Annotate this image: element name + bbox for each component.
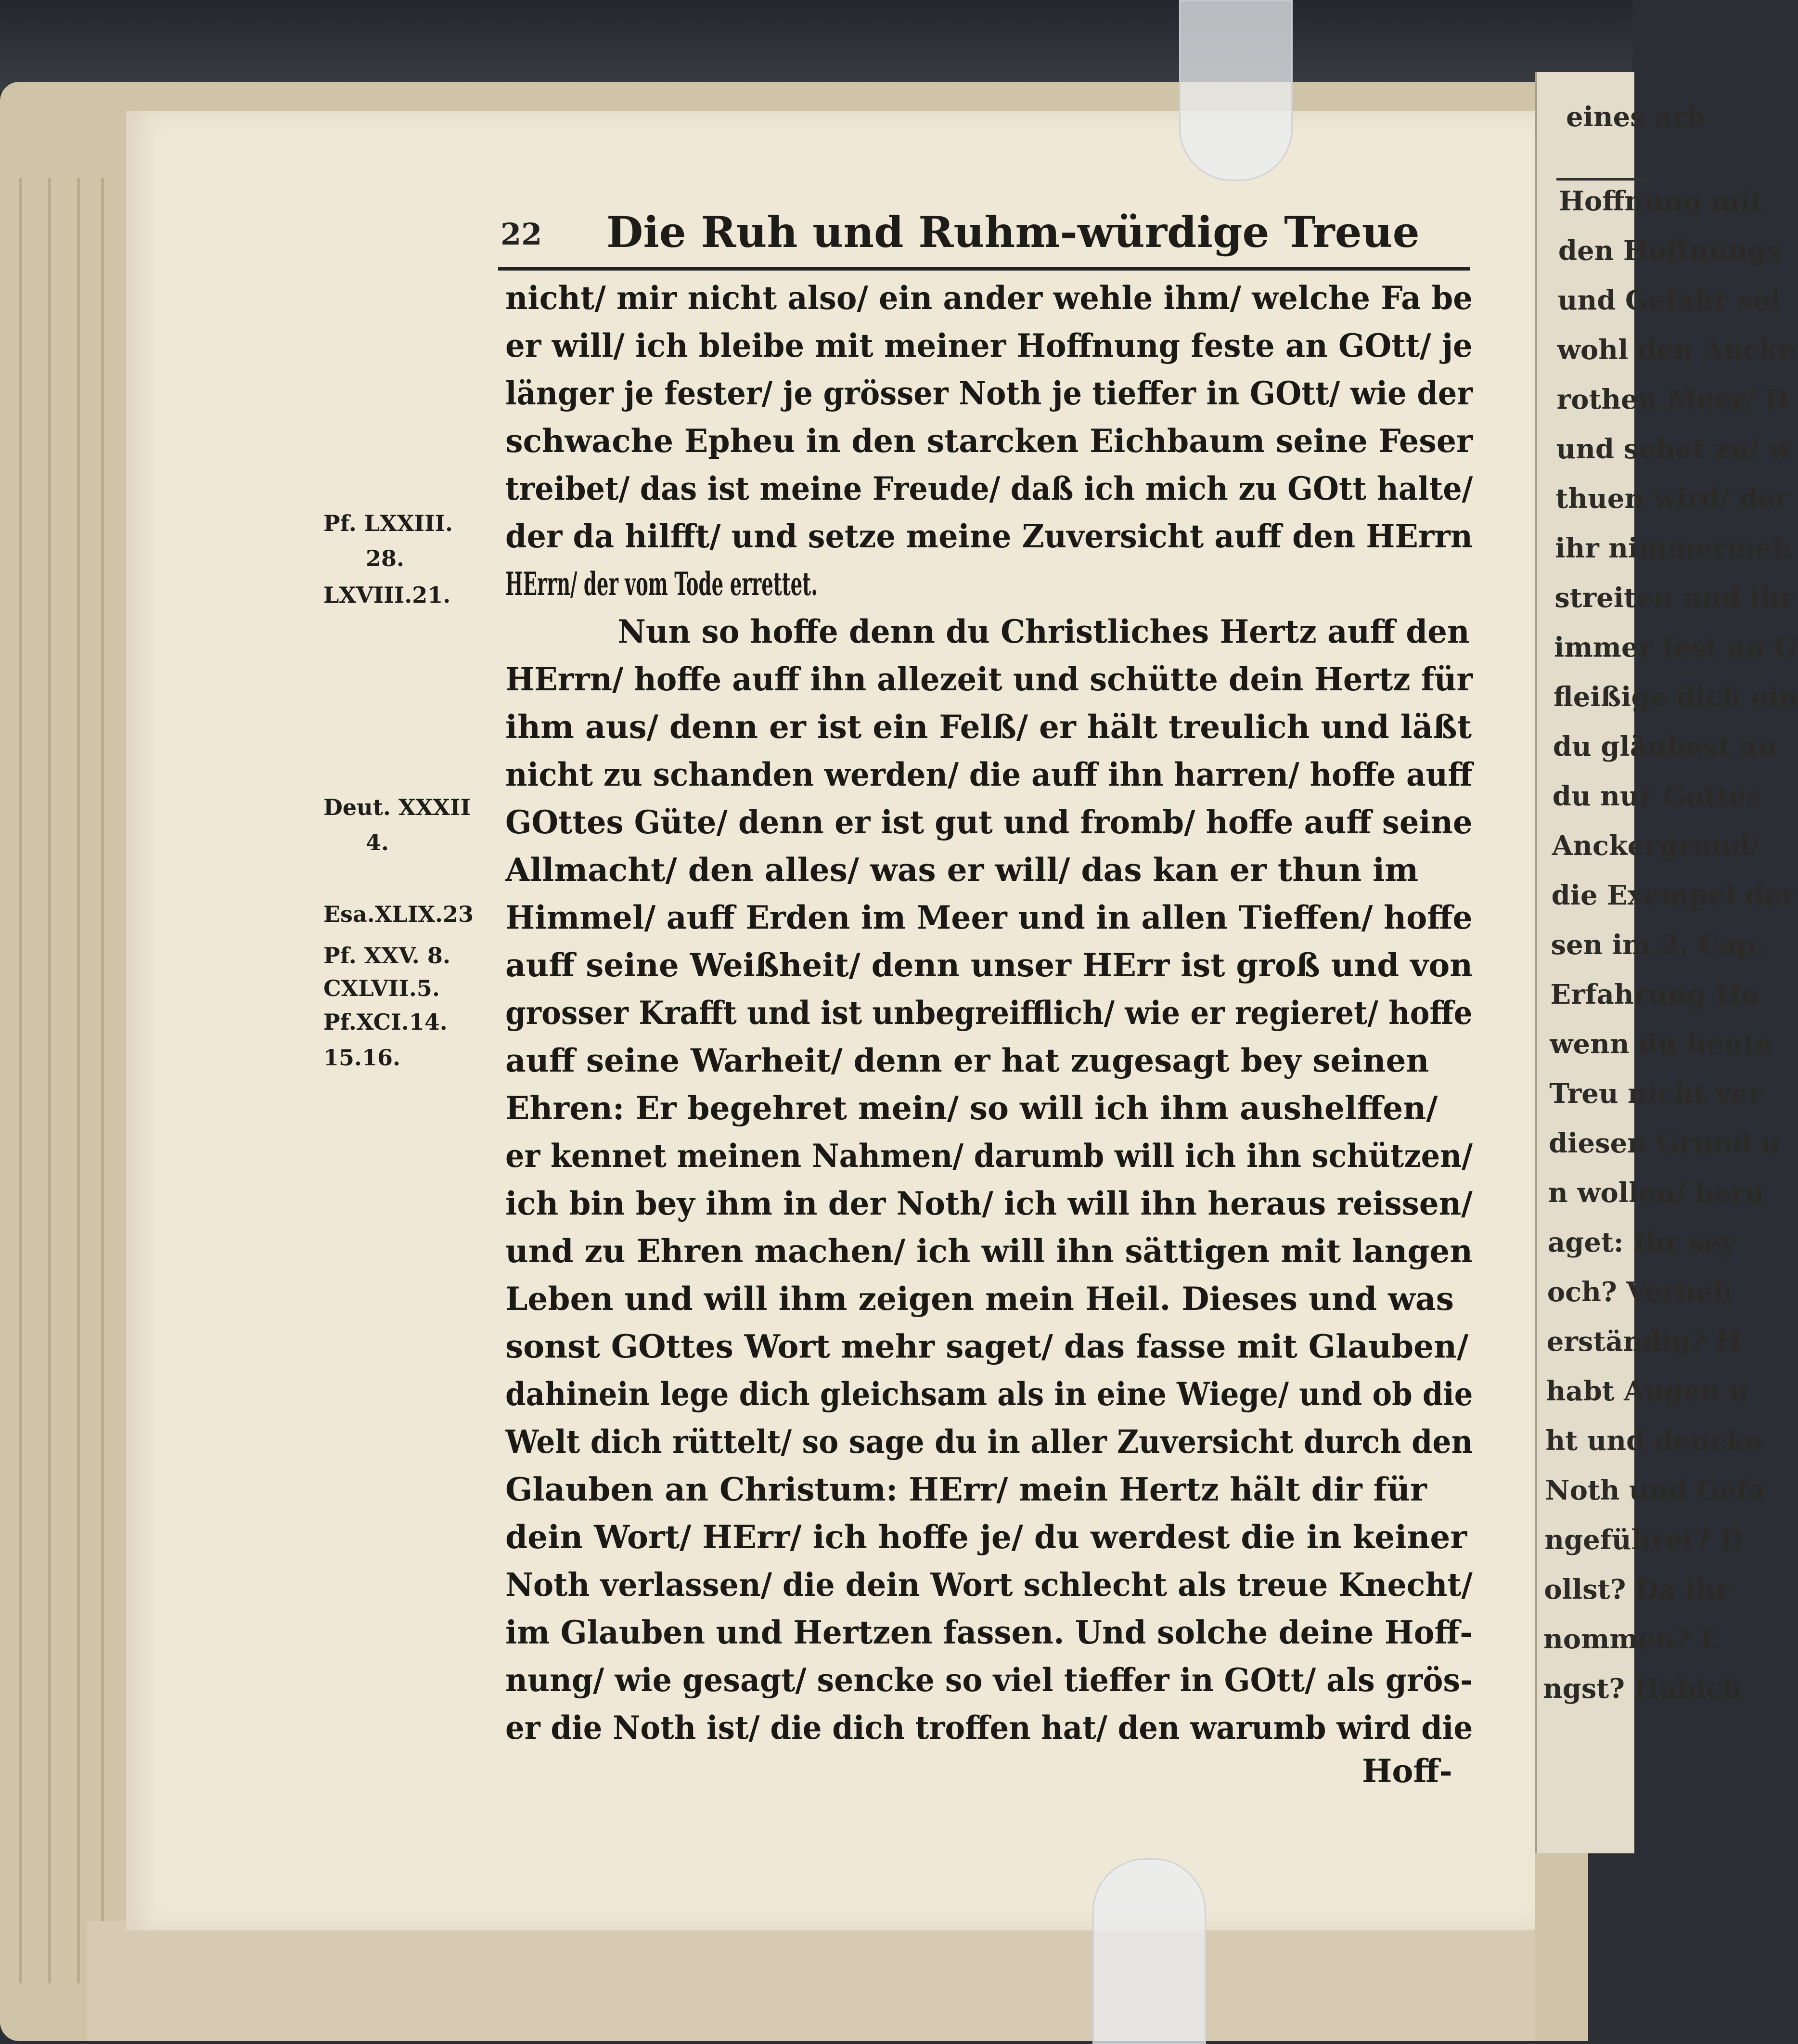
- body-text: [505, 274, 1473, 1752]
- text-line: schwache Epheu in den starcken Eichbaum seine Feser: [505, 422, 1473, 460]
- text-line: nicht zu schanden werden/ die auff ihn harren/ hoffe auff: [505, 756, 1473, 793]
- facing-page-line: den Hoffnungs: [1558, 235, 1782, 267]
- facing-page-line: ht und dencke: [1545, 1425, 1762, 1457]
- facing-page-line: und Gefahr sol: [1557, 285, 1781, 316]
- facing-page-line: Anckergrund/: [1552, 830, 1760, 862]
- facing-page-line: nommen? E: [1543, 1623, 1721, 1655]
- text-line: HErrn/ hoffe auff ihn allezeit und schütte dein Hertz für: [505, 660, 1473, 698]
- text-line: sonst GOttes Wort mehr saget/ das fasse mit Glauben/: [505, 1328, 1469, 1365]
- margin-note: Pf.XCI.14.: [323, 1009, 448, 1035]
- running-title: Die Ruh und Ruhm-würdige Treue: [606, 207, 1420, 257]
- facing-page-line: Hoffnung mit: [1559, 185, 1763, 217]
- text-line: er die Noth ist/ die dich troffen hat/ den warumb wird die: [505, 1709, 1473, 1746]
- facing-page-line: du gläubest au: [1553, 731, 1777, 763]
- margin-note: Deut. XXXII: [323, 794, 471, 820]
- facing-page-line: aget: Ihr sey: [1547, 1227, 1737, 1258]
- text-line: dahinein lege dich gleichsam als in eine Wiege/ und ob die: [505, 1375, 1473, 1413]
- facing-page-line: wohl den Ancke: [1557, 334, 1796, 366]
- facing-page-line: erständig? H: [1546, 1326, 1742, 1358]
- text-line: Glauben an Christum: HErr/ mein Hertz hält dir für: [505, 1471, 1427, 1508]
- facing-page-line: och? Verneh: [1547, 1276, 1733, 1308]
- facing-page-header: eines arb: [1566, 101, 1706, 133]
- page-edge: [77, 178, 80, 1983]
- text-line: Himmel/ auff Erden im Meer und in allen Tieffen/ hoffe: [505, 899, 1473, 936]
- page-edge: [19, 178, 22, 1983]
- text-line: er will/ ich bleibe mit meiner Hoffnung feste an GOtt/ je: [505, 327, 1473, 364]
- facing-page-line: ngst? Habich: [1543, 1673, 1743, 1705]
- text-line: Nun so hoffe denn du Christliches Hertz auff den: [617, 613, 1470, 650]
- margin-note: Pf. XXV. 8.: [323, 943, 450, 969]
- text-line: nicht/ mir nicht also/ ein ander wehle ihm/ welche Fa be: [505, 279, 1473, 317]
- page-edge: [101, 178, 104, 1983]
- facing-page-line: sen im 2. Cap.: [1551, 929, 1765, 961]
- facing-page: [1535, 72, 1798, 1853]
- text-line: im Glauben und Hertzen fassen. Und solche deine Hoff-: [505, 1614, 1473, 1651]
- text-line: HErrn/ der vom Tode errettet.: [505, 565, 818, 603]
- text-line: länger je fester/ je grösser Noth je tieffer in GOtt/ wie der: [505, 375, 1473, 412]
- text-line: Welt dich rüttelt/ so sage du in aller Zuversicht durch den: [505, 1423, 1473, 1461]
- facing-page-line: ollst? Da ihr: [1544, 1574, 1730, 1605]
- text-line: Leben und will ihm zeigen mein Heil. Dieses und was: [505, 1280, 1454, 1318]
- facing-page-line: diesen Grund u: [1549, 1127, 1781, 1159]
- text-line: Ehren: Er begehret mein/ so will ich ihm aushelffen/: [505, 1089, 1438, 1127]
- text-line: treibet/ das ist meine Freude/ daß ich mich zu GOtt halte/: [505, 470, 1473, 507]
- facing-page-line: streiten und ihr: [1554, 582, 1794, 614]
- facing-page-line: habt Augen u: [1546, 1375, 1749, 1407]
- text-line: Noth verlassen/ die dein Wort schlecht als treue Knecht/: [505, 1566, 1473, 1604]
- text-line: und zu Ehren machen/ ich will ihn sättigen mit langen: [505, 1232, 1473, 1270]
- text-line: grosser Krafft und ist unbegreifflich/ wie er regieret/ hoffe: [505, 994, 1473, 1032]
- page-clip: [1092, 1858, 1206, 2044]
- margin-note: CXLVII.5.: [323, 975, 440, 1001]
- text-line: dein Wort/ HErr/ ich hoffe je/ du werdest die in keiner: [505, 1518, 1467, 1556]
- scanner-background: [0, 0, 1632, 91]
- text-line: ich bin bey ihm in der Noth/ ich will ihn heraus reissen/: [505, 1185, 1473, 1222]
- text-line: er kennet meinen Nahmen/ darumb will ich ihn schützen/: [505, 1137, 1473, 1175]
- facing-page-line: rothen Meer/ D: [1556, 384, 1788, 415]
- facing-page-line: thuen wird/ der: [1555, 483, 1789, 515]
- facing-page-line: ihr nimmermeh: [1555, 532, 1792, 564]
- facing-page-line: Noth und Gefa: [1545, 1475, 1766, 1506]
- facing-page-line: wenn du heute: [1550, 1028, 1772, 1060]
- facing-page-line: die Exempel der: [1551, 880, 1795, 911]
- facing-page-line: Treu nicht ver: [1549, 1078, 1762, 1110]
- page-number: 22: [501, 217, 542, 252]
- facing-page-line: ngeführet? D: [1544, 1524, 1744, 1556]
- facing-page-line: immer fest an G: [1554, 632, 1798, 663]
- page-header: [501, 207, 1477, 260]
- text-line: nung/ wie gesagt/ sencke so viel tieffer in GOtt/ als grös-: [505, 1661, 1473, 1699]
- margin-note: Pf. LXXIII.: [323, 510, 453, 536]
- page-edge: [48, 178, 51, 1983]
- text-line: GOttes Güte/ denn er ist gut und fromb/ hoffe auff seine: [505, 803, 1473, 841]
- facing-page-rule: [1556, 178, 1653, 181]
- facing-page-line: du nur Gottes: [1552, 780, 1761, 812]
- text-line: auff seine Warheit/ denn er hat zugesagt bey seinen: [505, 1042, 1429, 1079]
- book-bottom-edge: [87, 1921, 1535, 2041]
- header-rule: [498, 267, 1470, 271]
- page-clip: [1179, 0, 1293, 181]
- text-line: auff seine Weißheit/ denn unser HErr ist groß und von: [505, 946, 1473, 984]
- facing-page-line: und sehet zu/ w: [1556, 433, 1792, 465]
- margin-note: LXVIII.21.: [323, 582, 451, 608]
- margin-note: 15.16.: [323, 1045, 401, 1071]
- facing-page-line: fleißige dich ein: [1554, 681, 1798, 713]
- margin-note: 28.: [366, 545, 405, 571]
- text-line: ihm aus/ denn er ist ein Felß/ er hält treulich und läßt: [505, 708, 1472, 746]
- text-line: der da hilfft/ und setze meine Zuversicht auff den HErrn: [505, 517, 1473, 555]
- text-line: Allmacht/ den alles/ was er will/ das kan er thun im: [505, 851, 1419, 889]
- margin-note: 4.: [366, 829, 389, 855]
- margin-note: Esa.XLIX.23: [323, 901, 474, 927]
- catchword: Hoff-: [1362, 1752, 1452, 1790]
- facing-page-line: n wollen/ beru: [1548, 1177, 1765, 1209]
- facing-page-line: Erfahrung Ho: [1550, 979, 1759, 1010]
